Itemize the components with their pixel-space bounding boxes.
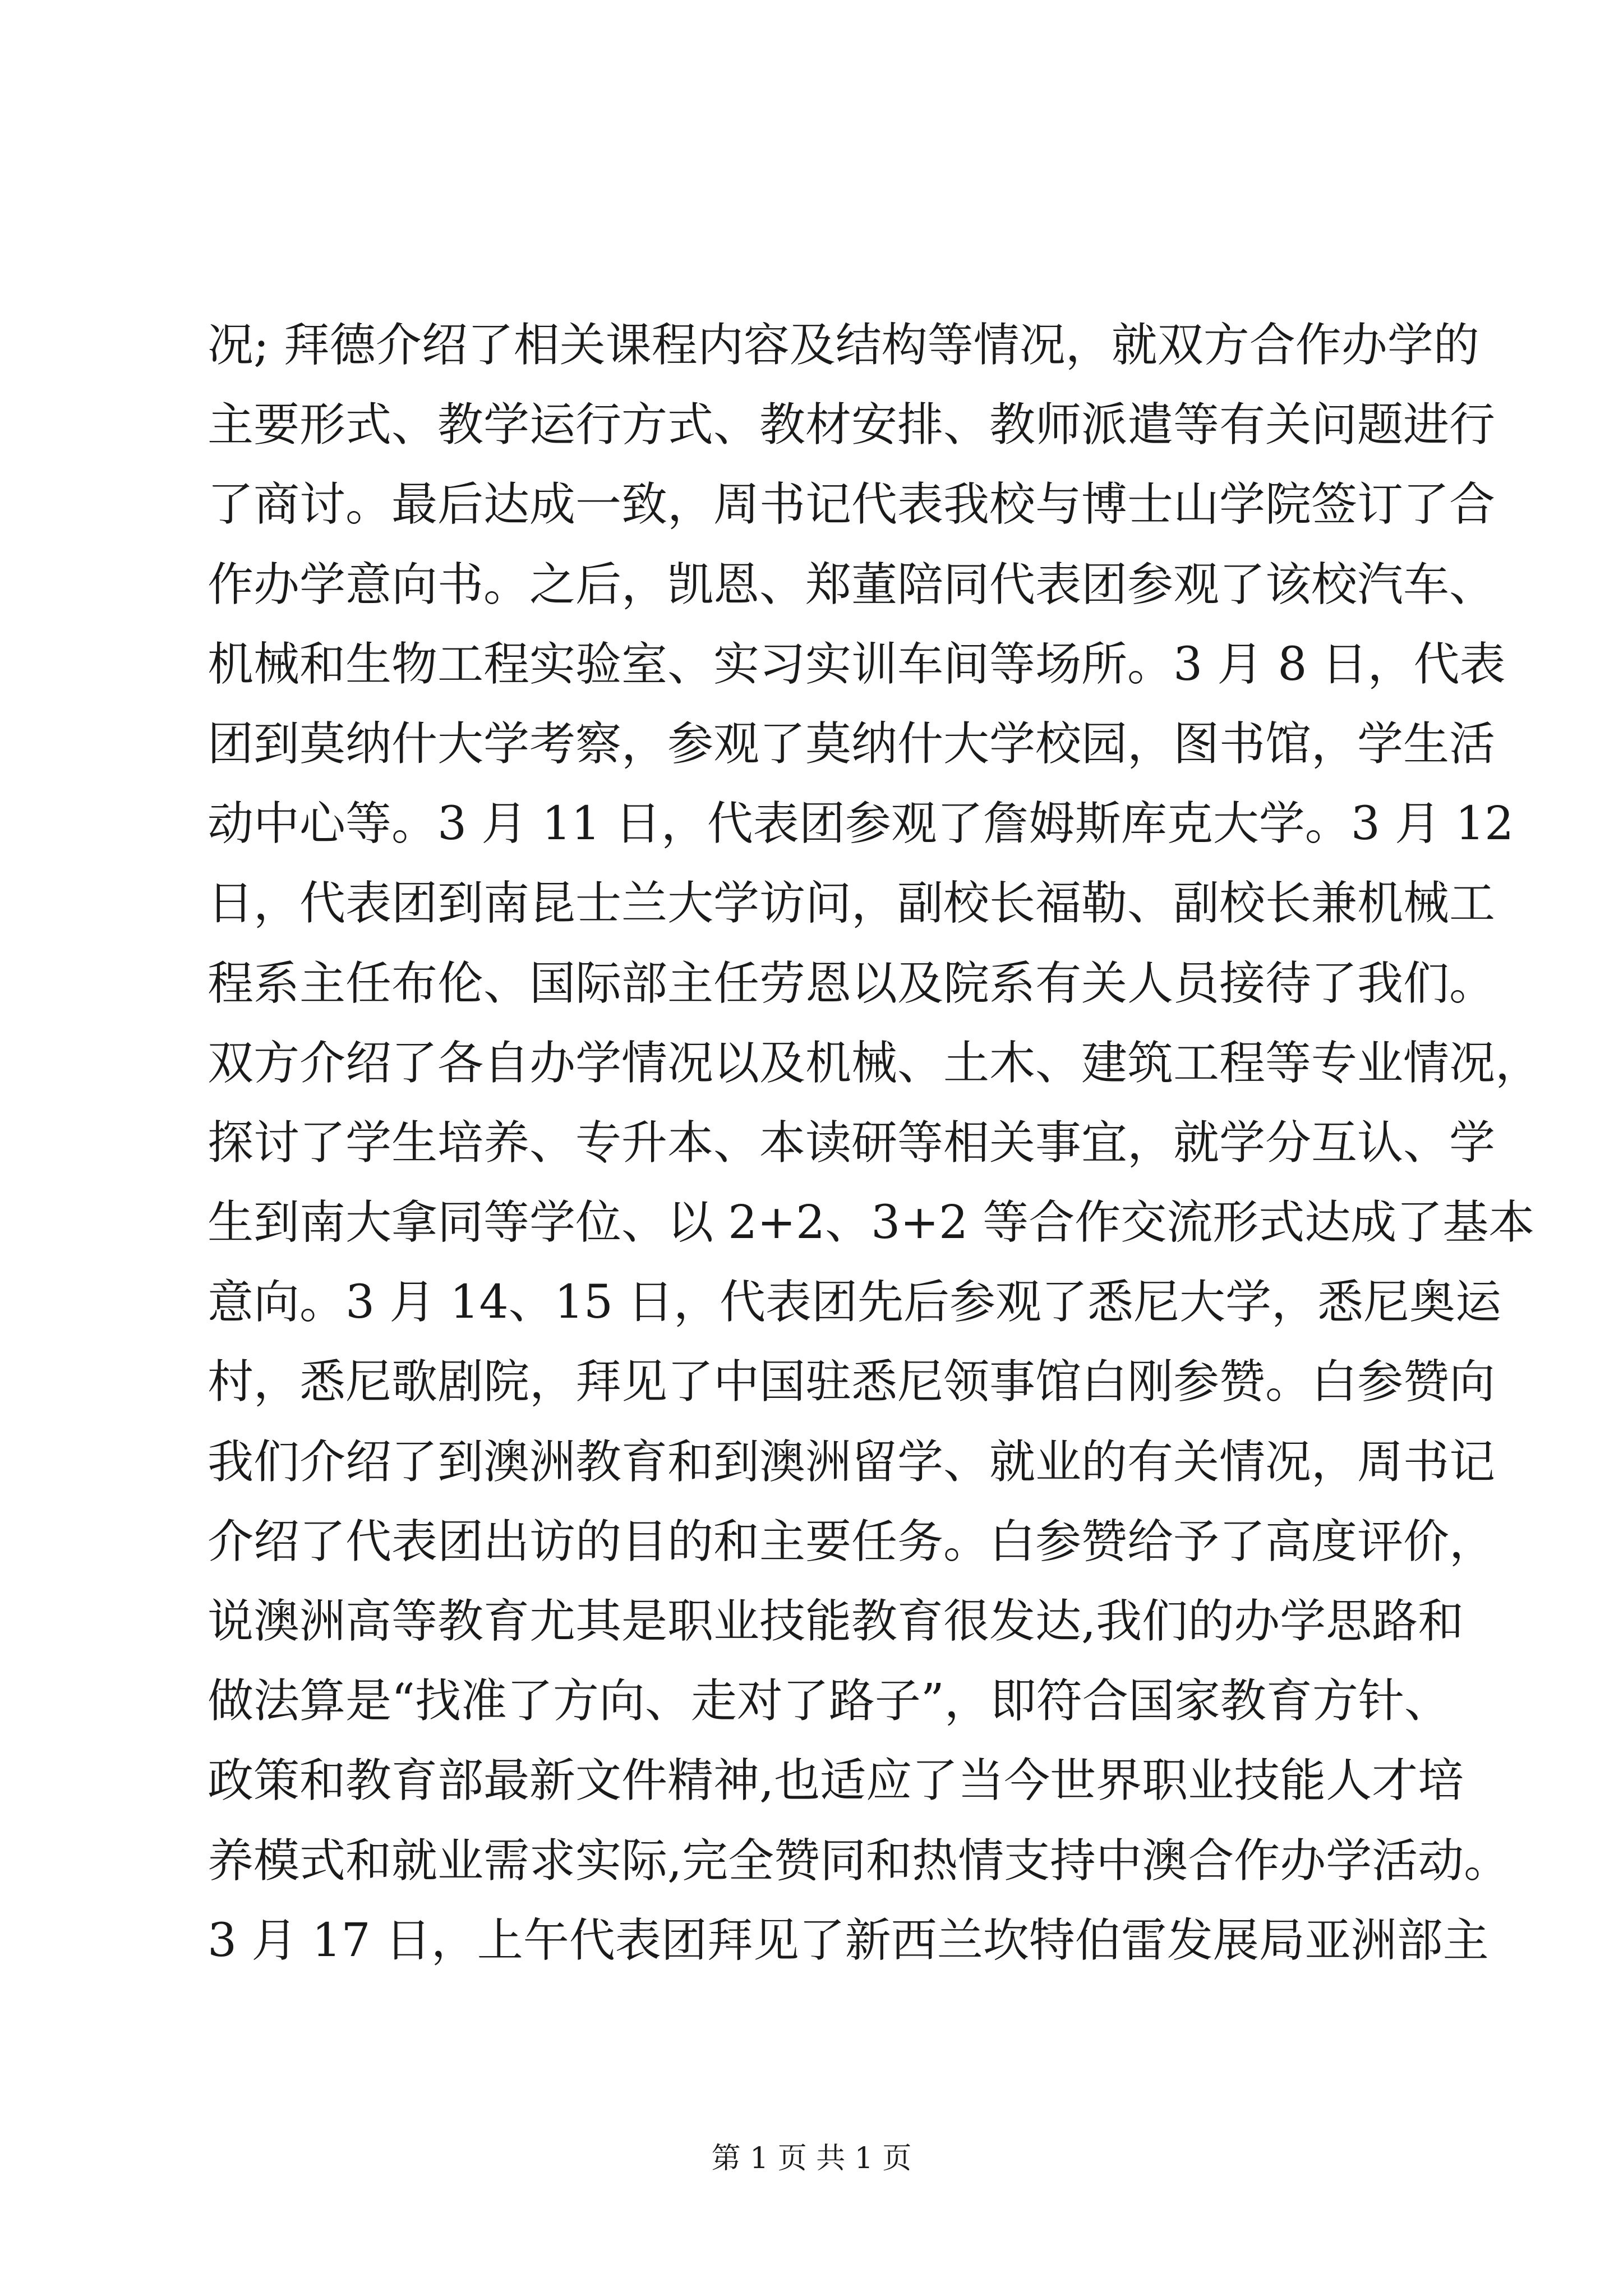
text-line: 探讨了学生培养、专升本、本读研等相关事宜，就学分互认、学	[208, 1116, 1496, 1170]
text-line: 双方介绍了各自办学情况以及机械、土木、建筑工程等专业情况，	[208, 1036, 1542, 1090]
body-text	[208, 306, 1542, 1981]
text-line: 3 月 17 日，上午代表团拜见了新西兰坎特伯雷发展局亚洲部主	[208, 1913, 1489, 1967]
text-line: 了商讨。最后达成一致，周书记代表我校与博士山学院签订了合	[208, 478, 1496, 532]
text-line: 村，悉尼歌剧院，拜见了中国驻悉尼领事馆白刚参赞。白参赞向	[208, 1355, 1496, 1409]
text-line: 程系主任布伦、国际部主任劳恩以及院系有关人员接待了我们。	[208, 956, 1496, 1010]
text-line: 团到莫纳什大学考察，参观了莫纳什大学校园，图书馆，学生活	[208, 717, 1496, 771]
text-line: 介绍了代表团出访的目的和主要任务。白参赞给予了高度评价，	[208, 1515, 1496, 1568]
text-line: 日，代表团到南昆士兰大学访问，副校长福勒、副校长兼机械工	[208, 877, 1496, 931]
text-line: 况; 拜德介绍了相关课程内容及结构等情况，就双方合作办学的	[208, 319, 1479, 372]
text-line: 做法算是“找准了方向、走对了路子”，即符合国家教育方针、	[208, 1674, 1450, 1728]
text-line: 生到南大拿同等学位、以 2+2、3+2 等合作交流形式达成了基本	[208, 1196, 1535, 1250]
text-line: 政策和教育部最新文件精神,也适应了当今世界职业技能人才培	[208, 1754, 1464, 1808]
text-line: 养模式和就业需求实际,完全赞同和热情支持中澳合作办学活动。	[208, 1834, 1510, 1888]
text-line: 意向。3 月 14、15 日，代表团先后参观了悉尼大学，悉尼奥运	[208, 1276, 1502, 1329]
text-line: 机械和生物工程实验室、实习实训车间等场所。3 月 8 日，代表	[208, 637, 1506, 691]
text-line: 动中心等。3 月 11 日，代表团参观了詹姆斯库克大学。3 月 12	[208, 797, 1514, 851]
text-line: 我们介绍了到澳洲教育和到澳洲留学、就业的有关情况，周书记	[208, 1435, 1496, 1489]
text-line: 主要形式、教学运行方式、教材安排、教师派遣等有关问题进行	[208, 398, 1496, 452]
page-number: 第 1 页 共 1 页	[711, 2142, 912, 2175]
text-line: 作办学意向书。之后，凯恩、郑董陪同代表团参观了该校汽车、	[208, 558, 1496, 611]
text-line: 说澳洲高等教育尤其是职业技能教育很发达,我们的办学思路和	[208, 1595, 1464, 1648]
page-footer	[0, 2134, 1623, 2177]
